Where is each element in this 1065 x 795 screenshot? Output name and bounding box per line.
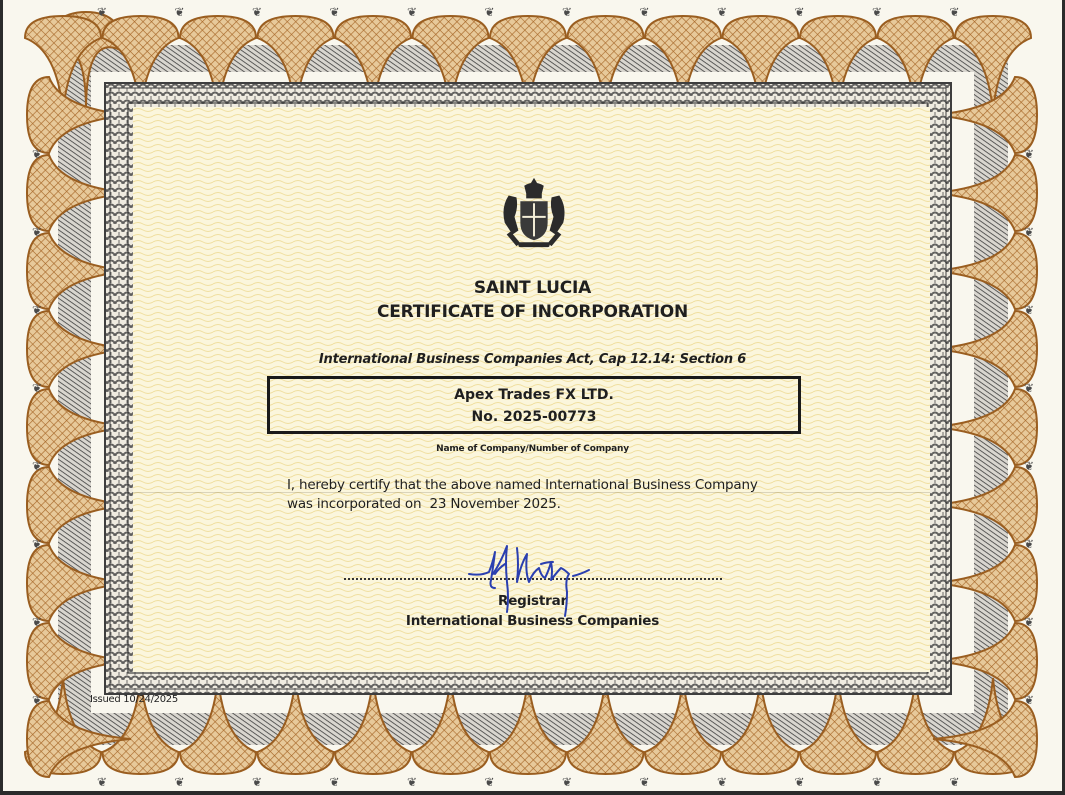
- svg-text:❦: ❦: [716, 5, 728, 19]
- svg-text:❦: ❦: [329, 5, 340, 19]
- svg-text:❦: ❦: [1023, 693, 1035, 707]
- svg-text:❦: ❦: [639, 775, 650, 789]
- svg-text:❦: ❦: [96, 5, 108, 19]
- svg-text:❦: ❦: [1023, 537, 1035, 551]
- svg-text:❦: ❦: [31, 303, 43, 317]
- registrar-signature: [465, 540, 625, 624]
- svg-text:❦: ❦: [871, 775, 883, 789]
- issued-date: Issued 10/24/2025: [90, 694, 178, 705]
- svg-text:❦: ❦: [31, 147, 43, 161]
- svg-text:❦: ❦: [96, 775, 108, 789]
- document-title: CERTIFICATE OF INCORPORATION: [376, 302, 689, 322]
- company-number: No. 2025-00773: [471, 409, 597, 425]
- svg-text:❦: ❦: [1023, 147, 1035, 161]
- svg-text:❦: ❦: [1023, 381, 1035, 395]
- svg-text:❦: ❦: [31, 459, 43, 473]
- certification-statement: [287, 476, 807, 514]
- certification-line-2: was incorporated on 23 November 2025.: [287, 496, 561, 512]
- svg-text:❦: ❦: [561, 775, 573, 789]
- country-heading: SAINT LUCIA: [473, 278, 592, 298]
- act-reference: International Business Companies Act, Cap 12.14: Section 6: [318, 352, 747, 367]
- saint-lucia-coat-of-arms-icon: [495, 174, 573, 252]
- svg-text:❦: ❦: [31, 381, 43, 395]
- svg-text:❦: ❦: [174, 5, 185, 19]
- svg-text:❦: ❦: [1023, 615, 1035, 629]
- svg-text:❦: ❦: [406, 5, 418, 19]
- company-caption: Name of Company/Number of Company: [436, 444, 629, 454]
- svg-text:❦: ❦: [174, 775, 185, 789]
- svg-text:❦: ❦: [949, 775, 960, 789]
- svg-text:❦: ❦: [561, 5, 573, 19]
- svg-text:❦: ❦: [251, 5, 263, 19]
- svg-text:❦: ❦: [949, 5, 960, 19]
- svg-text:❦: ❦: [794, 5, 805, 19]
- svg-text:❦: ❦: [871, 5, 883, 19]
- signatory-office: International Business Companies: [405, 613, 660, 629]
- svg-text:❦: ❦: [484, 775, 495, 789]
- certificate-page: [3, 0, 1062, 791]
- svg-text:❦: ❦: [716, 775, 728, 789]
- svg-text:❦: ❦: [639, 5, 650, 19]
- svg-text:❦: ❦: [31, 693, 43, 707]
- svg-text:❦: ❦: [1023, 459, 1035, 473]
- svg-text:❦: ❦: [31, 225, 43, 239]
- svg-text:❦: ❦: [484, 5, 495, 19]
- signatory-title: Registrar: [498, 593, 567, 609]
- company-name-box: [267, 376, 801, 434]
- svg-text:❦: ❦: [794, 775, 805, 789]
- svg-text:❦: ❦: [406, 775, 418, 789]
- svg-text:❦: ❦: [1023, 303, 1035, 317]
- certification-line-1: I, hereby certify that the above named International Business Company: [287, 477, 758, 493]
- company-name: Apex Trades FX LTD.: [454, 387, 614, 403]
- svg-text:❦: ❦: [31, 537, 43, 551]
- svg-text:❦: ❦: [251, 775, 263, 789]
- svg-text:❦: ❦: [329, 775, 340, 789]
- svg-text:❦: ❦: [1023, 225, 1035, 239]
- svg-text:❦: ❦: [31, 615, 43, 629]
